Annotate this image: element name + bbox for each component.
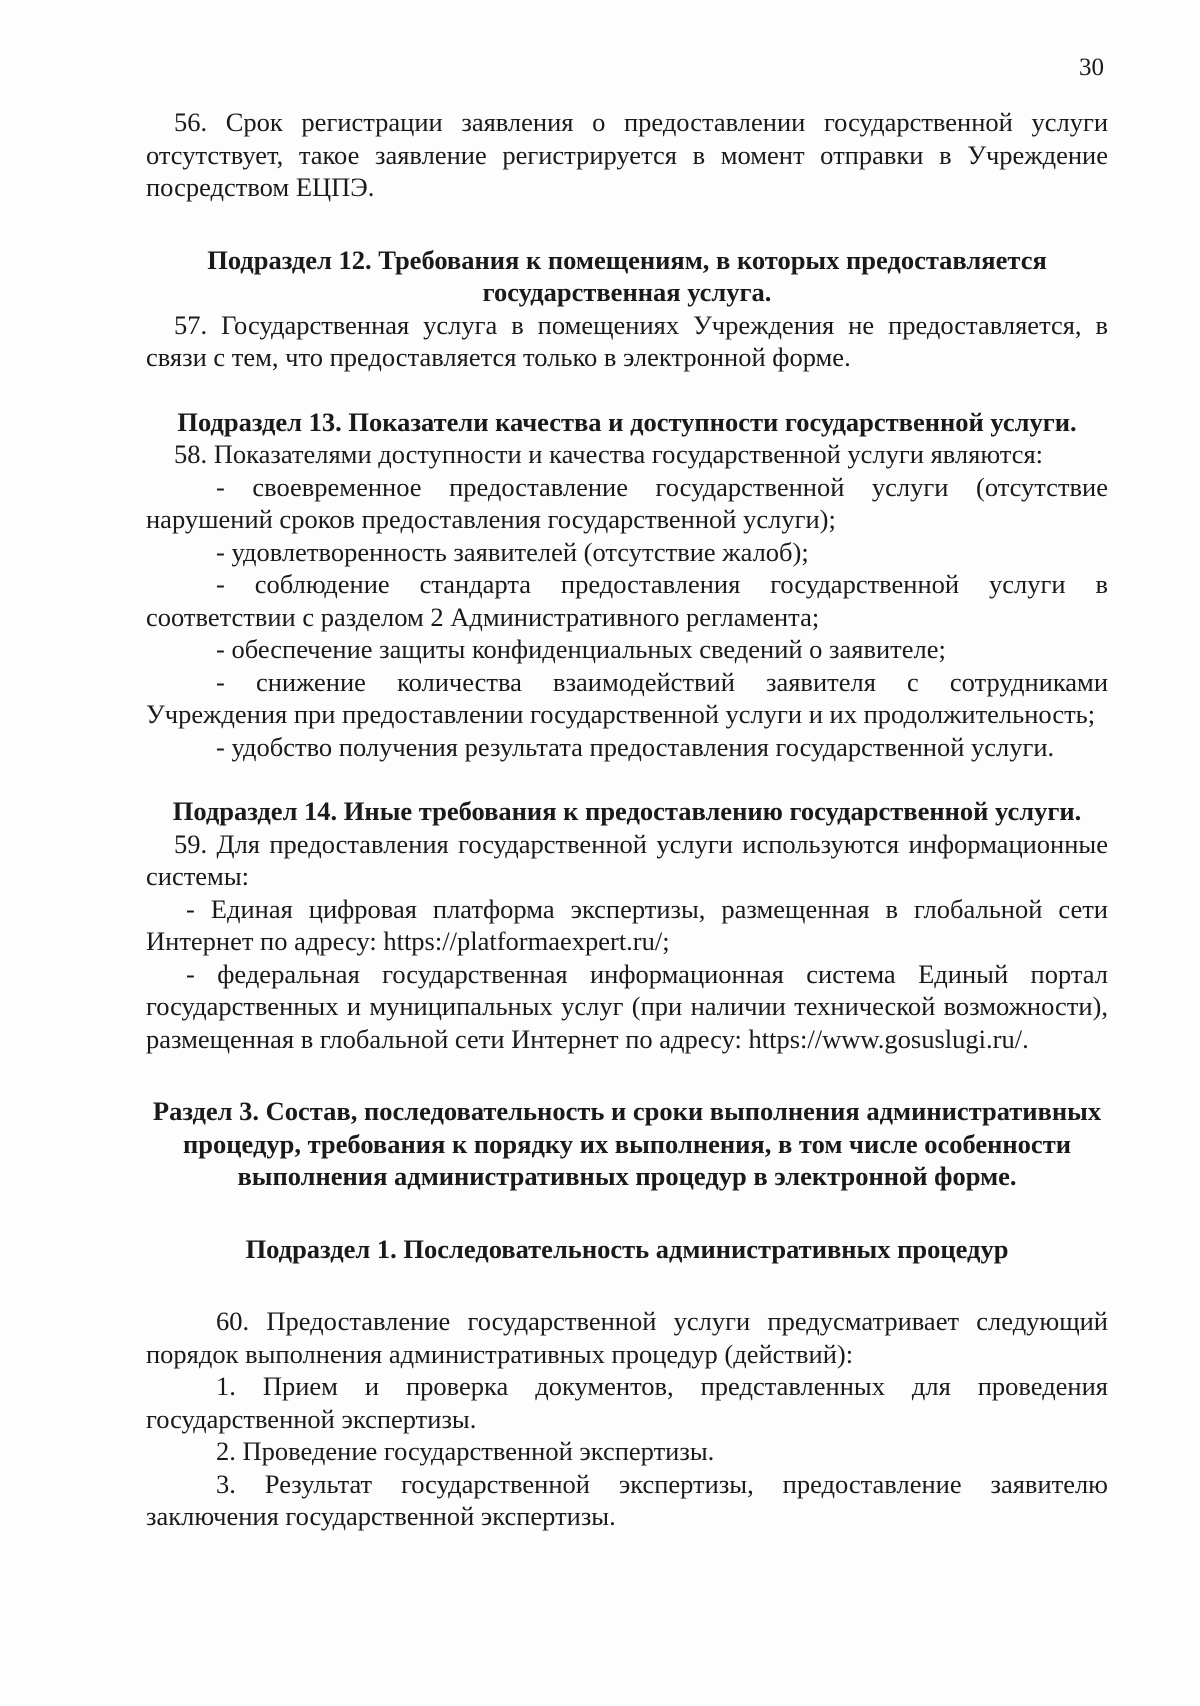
- subsection-1-heading: Подраздел 1. Последовательность административных процедур: [245, 1233, 1009, 1264]
- paragraph-58-item: - снижение количества взаимодействий заявителя с сотрудниками Учреждения при предоставлении государственной услуги и их продолжительность;: [146, 666, 1108, 729]
- paragraph-58-item: - удобство получения результата предоставления государственной услуги.: [216, 731, 1055, 762]
- document-body: [146, 106, 1108, 1533]
- paragraph-59-item: - федеральная государственная информационная система Единый портал государственных и муниципальных услуг (при наличии технической возможности), размещенная в глобальной сети Интернет по адресу: https://www.gosuslugi.ru/.: [146, 958, 1108, 1054]
- paragraph-60: 60. Предоставление государственной услуги предусматривает следующий порядок выполнения административных процедур (действий):: [146, 1306, 1108, 1369]
- paragraph-60-item: 1. Прием и проверка документов, представленных для проведения государственной экспертизы.: [146, 1371, 1108, 1434]
- paragraph-59-item: - Единая цифровая платформа экспертизы, размещенная в глобальной сети Интернет по адресу: https://platformaexpert.ru/;: [146, 893, 1108, 956]
- subsection-12-heading: Подраздел 12. Требования к помещениям, в которых предоставляется государственная услуга.: [207, 244, 1047, 307]
- paragraph-58-item: - обеспечение защиты конфиденциальных сведений о заявителе;: [216, 634, 946, 664]
- subsection-13-heading: Подраздел 13. Показатели качества и доступности государственной услуги.: [177, 406, 1077, 437]
- paragraph-57: 57. Государственная услуга в помещениях Учреждения не предоставляется, в связи с тем, что предоставляется только в электронной форме.: [146, 309, 1108, 372]
- subsection-14-heading: Подраздел 14. Иные требования к предоставлению государственной услуги.: [172, 796, 1082, 826]
- section-3-heading: Раздел 3. Состав, последовательность и сроки выполнения административных процедур, требования к порядку их выполнения, в том числе особенности выполнения административных процедур в электронной форме.: [152, 1096, 1102, 1191]
- paragraph-58: 58. Показателями доступности и качества государственной услуги являются:: [174, 439, 1044, 469]
- paragraph-60-item: 3. Результат государственной экспертизы, предоставление заявителю заключения государственной экспертизы.: [146, 1468, 1108, 1531]
- paragraph-58-item: - своевременное предоставление государственной услуги (отсутствие нарушений сроков предоставления государственной услуги);: [146, 471, 1108, 534]
- paragraph-58-item: - удовлетворенность заявителей (отсутствие жалоб);: [216, 536, 809, 567]
- paragraph-58-item: - соблюдение стандарта предоставления государственной услуги в соответствии с разделом 2 Административного регламента;: [146, 569, 1108, 632]
- paragraph-56: 56. Срок регистрации заявления о предоставлении государственной услуги отсутствует, такое заявление регистрируется в момент отправки в Учреждение посредством ЕЦПЭ.: [146, 107, 1108, 202]
- paragraph-59: 59. Для предоставления государственной услуги используются информационные системы:: [146, 828, 1108, 891]
- paragraph-60-item: 2. Проведение государственной экспертизы.: [216, 1436, 715, 1466]
- page-number: 30: [1079, 54, 1104, 81]
